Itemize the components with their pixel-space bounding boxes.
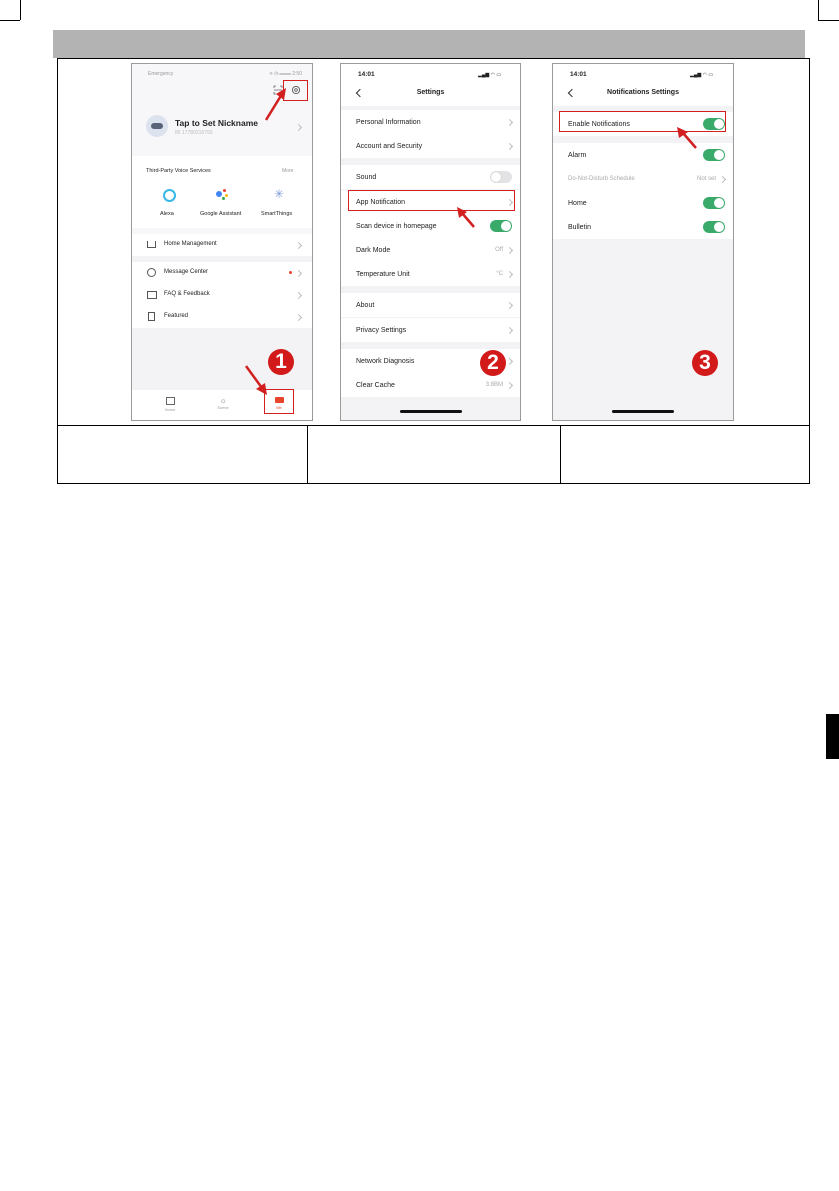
row-label: Bulletin [568, 223, 591, 231]
service-label-smartthings: SmartThings [261, 211, 293, 217]
row-sound[interactable] [341, 165, 520, 189]
page-title: Settings [416, 89, 445, 96]
row-label: Dark Mode [356, 246, 391, 254]
row-value: Off [495, 247, 503, 253]
tab-label: Home [164, 407, 176, 412]
row-clear-cache[interactable] [341, 373, 520, 397]
menu-label: Featured [164, 313, 189, 319]
voice-title: Third-Party Voice Services [146, 168, 211, 174]
highlight-enable-notifications [559, 111, 726, 132]
chevron-right-icon [506, 301, 513, 308]
signal-wifi-battery-icon: ▂▄▆ ◠ ▭ [478, 72, 502, 78]
row-privacy-settings[interactable] [341, 318, 520, 342]
profile-subtitle: 86 17780216793 [175, 130, 213, 136]
chevron-right-icon [506, 246, 513, 253]
menu-faq-feedback[interactable] [132, 284, 312, 306]
tab-label: Me [276, 405, 282, 410]
arrow-to-app-notification [454, 205, 478, 231]
row-personal-information[interactable] [341, 110, 520, 134]
chevron-right-icon [506, 270, 513, 277]
voice-more-link[interactable]: More [282, 168, 294, 174]
row-about[interactable] [341, 293, 520, 317]
row-label: App Notification [356, 198, 406, 206]
avatar[interactable] [146, 115, 168, 137]
crop-mark-top-right-h [818, 20, 839, 21]
sun-icon: ☼ [219, 396, 227, 405]
row-label: Account and Security [356, 142, 423, 150]
home-indicator [612, 410, 674, 413]
step-number-1: 1 [268, 349, 294, 375]
row-label: Do-Not-Disturb Schedule [568, 176, 635, 182]
row-dnd-schedule[interactable] [553, 167, 733, 191]
chevron-right-icon [506, 142, 513, 149]
page-title: Notifications Settings [607, 89, 679, 96]
service-label-google: Google Assistant [200, 211, 242, 217]
row-value: 3.8BM [485, 382, 503, 388]
arrow-to-gear-icon [260, 84, 290, 124]
chevron-right-icon [506, 381, 513, 388]
section-header-bar [53, 30, 805, 58]
bookmark-icon [148, 312, 155, 321]
service-label-alexa: Alexa [160, 211, 174, 217]
google-assistant-icon[interactable] [216, 189, 232, 201]
row-label: Home [568, 199, 587, 207]
signal-wifi-battery-icon: ▂▄▆ ◠ ▭ [690, 72, 714, 78]
tab-scene[interactable] [213, 396, 233, 410]
sound-toggle[interactable] [490, 171, 512, 183]
row-bulletin[interactable] [553, 215, 733, 239]
chevron-right-icon [506, 326, 513, 333]
home-outline-icon [147, 241, 156, 248]
menu-featured[interactable] [132, 306, 312, 328]
step-number-3: 3 [692, 350, 718, 376]
smartthings-icon[interactable]: ✳ [274, 187, 285, 201]
row-value: °C [496, 271, 503, 277]
crop-mark-top-right-v [818, 0, 819, 20]
status-time: 14:01 [570, 71, 587, 78]
arrow-to-me-tab [242, 362, 272, 398]
crop-mark-top-left-v [20, 0, 21, 20]
row-label: Scan device in homepage [356, 222, 437, 230]
row-home[interactable] [553, 191, 733, 215]
status-right: ⟡ ◷ ▭▭▭ 2:50 [269, 71, 302, 77]
row-label: Privacy Settings [356, 326, 407, 334]
profile-name[interactable]: Tap to Set Nickname [175, 118, 258, 128]
tab-label: Scene [217, 405, 229, 410]
unread-dot [289, 271, 292, 274]
table-divider [58, 425, 809, 426]
menu-home-management[interactable] [132, 234, 312, 256]
row-label: Personal Information [356, 118, 421, 126]
table-column-divider-1 [307, 425, 308, 483]
home-toggle[interactable] [703, 197, 725, 209]
menu-message-center[interactable] [132, 262, 312, 284]
row-label: Temperature Unit [356, 270, 410, 278]
row-scan-device[interactable] [341, 214, 520, 238]
highlight-app-notification [348, 190, 515, 211]
chevron-right-icon [506, 357, 513, 364]
row-label: Enable Notifications [568, 120, 630, 128]
status-time: 14:01 [358, 71, 375, 78]
row-temperature-unit[interactable] [341, 262, 520, 286]
page-edge-tab [826, 714, 839, 759]
chevron-right-icon [295, 270, 302, 277]
row-value: Not set [696, 176, 716, 182]
chevron-right-icon [295, 242, 302, 249]
row-label: About [356, 301, 375, 309]
message-icon [147, 268, 156, 277]
tab-home[interactable] [160, 396, 180, 412]
status-left: Emergency [148, 71, 174, 77]
home-tab-icon [166, 397, 175, 405]
table-column-divider-2 [560, 425, 561, 483]
chevron-right-icon [719, 175, 726, 182]
chevron-right-icon [506, 118, 513, 125]
menu-label: FAQ & Feedback [164, 291, 210, 297]
crop-mark-top-left-h [0, 20, 20, 21]
alexa-icon[interactable] [163, 189, 176, 202]
faq-icon [147, 291, 157, 299]
row-account-security[interactable] [341, 134, 520, 158]
chevron-right-icon [295, 314, 302, 321]
alarm-toggle[interactable] [703, 149, 725, 161]
row-label: Sound [356, 173, 377, 181]
row-label: Clear Cache [356, 381, 395, 389]
menu-label: Message Center [164, 269, 209, 275]
row-alarm[interactable] [553, 143, 733, 167]
home-indicator [400, 410, 462, 413]
voice-services-card [132, 156, 312, 228]
step-number-2: 2 [480, 350, 506, 376]
row-label: Network Diagnosis [356, 357, 415, 365]
row-label: Alarm [568, 151, 587, 159]
row-dark-mode[interactable] [341, 238, 520, 262]
scan-toggle[interactable] [490, 220, 512, 232]
menu-label: Home Management [164, 241, 217, 247]
arrow-to-enable-toggle [674, 124, 700, 152]
chevron-right-icon [295, 292, 302, 299]
bulletin-toggle[interactable] [703, 221, 725, 233]
